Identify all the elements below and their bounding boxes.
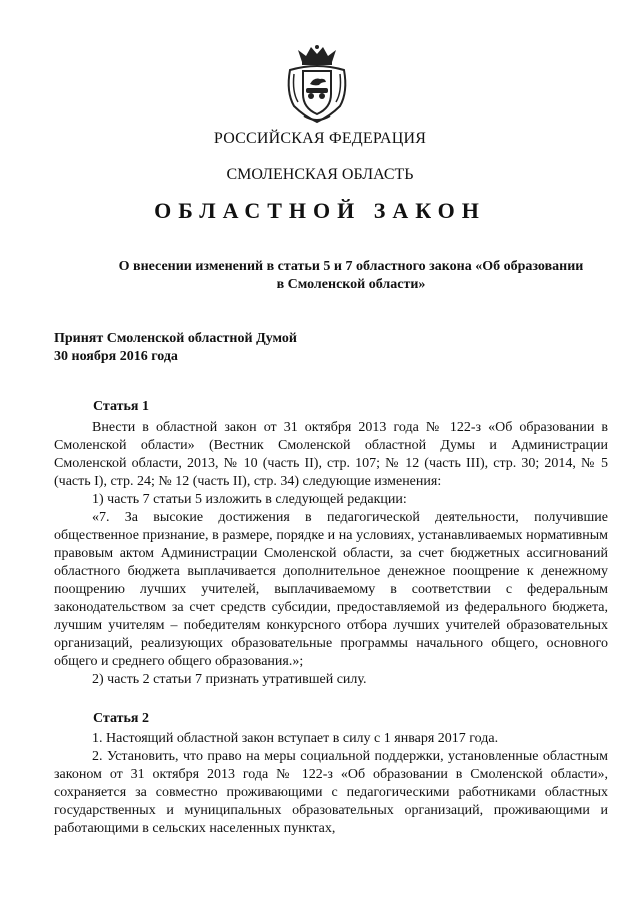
document-type: ОБЛАСТНОЙ ЗАКОН [154, 198, 486, 223]
coat-of-arms-emblem [284, 44, 350, 124]
law-title-line-2: в Смоленской области» [276, 277, 426, 292]
country-name: РОССИЙСКАЯ ФЕДЕРАЦИЯ [213, 130, 427, 147]
region-name: СМОЛЕНСКАЯ ОБЛАСТЬ [226, 166, 414, 183]
article-1-paragraph: «7. За высокие достижения в педагогической деятельности, получившие общественное признание, в размере, порядке и на условиях, устанавливаемых нормативным правовым актом Администрации Смоленской области, за счет бюджетных ассигнований областного бюджета выплачивается дополнительное денежное поощрение к денежному поощрению лучших учителей, выплачиваемому в соответствии с федеральным законодательством за счет средств субсидии, предоставляемой из федерального бюджета, лучшим учителям – победителям конкурсного отбора лучших учителей образовательных организаций, реализующих образовательные программы начального общего, основного общего и среднего общего образования.»; [54, 510, 608, 669]
article-1-paragraph: 1) часть 7 статьи 5 изложить в следующей редакции: [92, 492, 407, 507]
article-1-paragraph: Внести в областной закон от 31 октября 2013 года № 122-з «Об образовании в Смоленской области» (Вестник Смоленской областной Думы и Администрации Смоленской области, 2013, № 10 (часть II), стр. 107; № 12 (часть III), стр. 30; 2014, № 5 (часть I), стр. 24; № 12 (часть II), стр. 34) следующие изменения: [54, 420, 608, 489]
article-2-heading: Статья 2 [93, 711, 149, 726]
adoption-body: Принят Смоленской областной Думой [54, 331, 297, 346]
article-2-paragraph: 2. Установить, что право на меры социальной поддержки, установленные областным законом от 31 октября 2013 года № 122-з «Об образовании в Смоленской области», сохраняется за совместно проживающими с педагогическими работниками областных государственных и муниципальных образовательных организаций, проживающими и работающими в сельских населенных пунктах, [54, 749, 608, 836]
law-title-line-1: О внесении изменений в статьи 5 и 7 областного закона «Об образовании [118, 259, 584, 274]
article-2-text [54, 730, 608, 838]
article-1-text [54, 419, 608, 689]
article-1-paragraph: 2) часть 2 статьи 7 признать утратившей силу. [92, 672, 367, 687]
article-1-heading: Статья 1 [93, 399, 149, 414]
article-2-paragraph: 1. Настоящий областной закон вступает в силу с 1 января 2017 года. [92, 731, 499, 746]
law-title [96, 258, 606, 294]
adoption-date: 30 ноября 2016 года [54, 349, 178, 364]
adoption-info [54, 330, 297, 366]
